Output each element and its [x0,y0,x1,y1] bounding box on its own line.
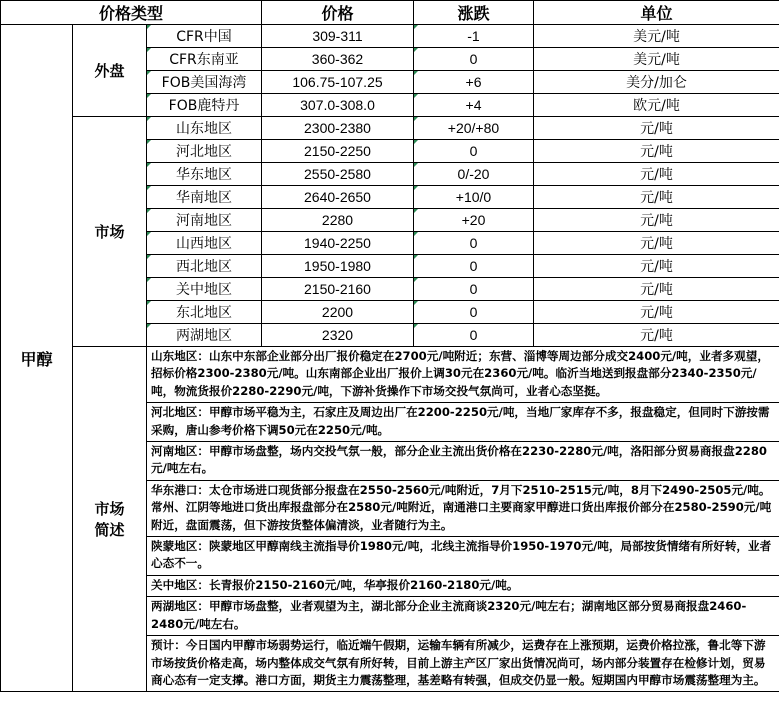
change-value: 0 [414,324,534,347]
header-row [1,1,779,25]
unit-value: 元/吨 [534,232,779,255]
change-value: +4 [414,94,534,117]
change-value: +20/+80 [414,117,534,140]
price-value: 2150-2250 [262,140,414,163]
price-value: 106.75-107.25 [262,71,414,94]
price-value: 2200 [262,301,414,324]
change-value: 0 [414,140,534,163]
summary-paragraph-row [147,347,779,403]
header-change: 涨跌 [414,1,534,25]
summary-paragraph-row [147,480,779,536]
region-name: FOB美国海湾 [147,71,262,94]
header-unit: 单位 [534,1,779,25]
header-price-type: 价格类型 [1,1,262,25]
summary-paragraph: 河北地区：甲醇市场平稳为主，石家庄及周边出厂在2200-2250元/吨，当地厂家库存不多，报盘稳定，但同时下游按需采购，唐山参考价格下调50元在2250元/吨。 [147,403,779,442]
region-name: 山西地区 [147,232,262,255]
price-value: 2280 [262,209,414,232]
change-value: 0 [414,232,534,255]
unit-value: 元/吨 [534,209,779,232]
summary-paragraph-row [147,597,779,636]
change-value: 0 [414,255,534,278]
summary-paragraph: 华东港口：太仓市场进口现货部分报盘在2550-2560元/吨附近，7月下2510-2515元/吨，8月下2490-2505元/吨。常州、江阴等地进口货出库报盘部分在2580元/吨附近，南通港口主要商家甲醇进口货出库报价部分在2580-2590元/吨附近，盘面震荡，但下游按货整体偏清淡，业者随行为主。 [147,480,779,536]
price-row [1,117,779,140]
region-name: CFR东南亚 [147,48,262,71]
region-name: 山东地区 [147,117,262,140]
region-name: 关中地区 [147,278,262,301]
unit-value: 元/吨 [534,140,779,163]
change-value: 0 [414,48,534,71]
region-name: 西北地区 [147,255,262,278]
summary-table [147,347,779,691]
summary-paragraph-row [147,442,779,481]
change-value: -1 [414,25,534,48]
summary-paragraph: 山东地区：山东中东部企业部分出厂报价稳定在2700元/吨附近；东营、淄博等周边部分成交2400元/吨，业者多观望，招标价格2300-2380元/吨。山东南部企业出厂报价上调30元在2360元/吨。临沂当地送到报盘部分2340-2350元/吨，物流货报价2280-2290元/吨，下游补货操作下市场交投气氛尚可，业者心态坚挺。 [151,349,769,398]
unit-value: 美分/加仑 [534,71,779,94]
unit-value: 美元/吨 [534,48,779,71]
summary-label: 市场 简述 [73,347,147,692]
domestic-market-label: 市场 [73,117,147,347]
price-value: 2150-2160 [262,278,414,301]
price-row [1,25,779,48]
price-value: 1950-1980 [262,255,414,278]
price-value: 309-311 [262,25,414,48]
summary-paragraph-row [147,403,779,442]
region-name: FOB鹿特丹 [147,94,262,117]
summary-paragraph: 河南地区：甲醇市场盘整，场内交投气氛一般，部分企业主流出货价格在2230-2280元/吨，洛阳部分贸易商报盘2280元/吨左右。 [147,442,779,481]
price-value: 2640-2650 [262,186,414,209]
price-value: 2320 [262,324,414,347]
summary-paragraph: 两湖地区：甲醇市场盘整，业者观望为主，湖北部分企业主流商谈2320元/吨左右；湖南地区部分贸易商报盘2460-2480元/吨左右。 [147,597,779,636]
unit-value: 元/吨 [534,163,779,186]
summary-paragraph: 陕蒙地区：陕蒙地区甲醇南线主流指导价1980元/吨，北线主流指导价1950-1970元/吨，局部按货情绪有所好转，业者心态不一。 [147,537,779,576]
product-label: 甲醇 [1,25,73,692]
unit-value: 欧元/吨 [534,94,779,117]
header-price: 价格 [262,1,414,25]
region-name: 华东地区 [147,163,262,186]
change-value: +6 [414,71,534,94]
region-name: 河南地区 [147,209,262,232]
region-name: 两湖地区 [147,324,262,347]
summary-paragraph-row [147,537,779,576]
region-name: CFR中国 [147,25,262,48]
change-value: 0 [414,301,534,324]
price-value: 2550-2580 [262,163,414,186]
unit-value: 元/吨 [534,186,779,209]
change-value: 0 [414,278,534,301]
unit-value: 元/吨 [534,324,779,347]
summary-paragraph: 预计：今日国内甲醇市场弱势运行，临近端午假期，运输车辆有所减少，运费存在上涨预期，运费价格拉涨，鲁北等下游市场按货价格走高，场内整体成交气氛有所好转，目前上游主产区厂家出货情况尚可，场内部分装置存在检修计划，贸易商心态有一定支撑。港口方面，期货主力震荡整理，基差略有转强，但成交仍显一般。短期国内甲醇市场震荡整理为主。 [147,636,779,692]
summary-row [1,347,779,692]
price-value: 1940-2250 [262,232,414,255]
region-name: 华南地区 [147,186,262,209]
summary-container [147,347,779,692]
price-value: 2300-2380 [262,117,414,140]
external-market-label: 外盘 [73,25,147,117]
price-value: 360-362 [262,48,414,71]
change-value: 0/-20 [414,163,534,186]
summary-paragraph: 关中地区：长青报价2150-2160元/吨，华亭报价2160-2180元/吨。 [147,575,779,596]
unit-value: 美元/吨 [534,25,779,48]
summary-paragraph-row [147,575,779,596]
unit-value: 元/吨 [534,117,779,140]
change-value: +20 [414,209,534,232]
unit-value: 元/吨 [534,301,779,324]
region-name: 河北地区 [147,140,262,163]
unit-value: 元/吨 [534,255,779,278]
price-value: 307.0-308.0 [262,94,414,117]
summary-paragraph-row [147,636,779,692]
unit-value: 元/吨 [534,278,779,301]
change-value: +10/0 [414,186,534,209]
region-name: 东北地区 [147,301,262,324]
